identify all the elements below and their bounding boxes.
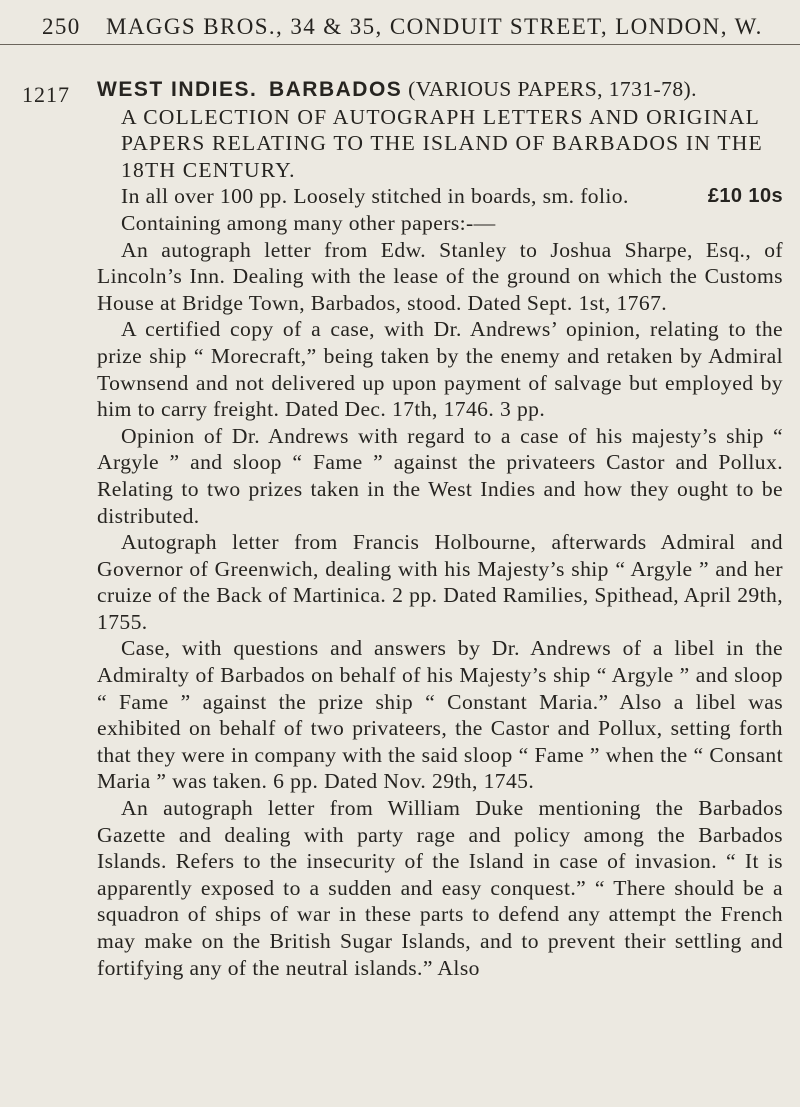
page-number: 250 — [42, 14, 81, 39]
place-label: BARBADOS — [268, 78, 403, 101]
item-paragraph: Autograph letter from Francis Holbourne, afterwards Admiral and Governor of Greenwich, dealing with his Majesty’s ship “ Argyle ” and her cruize of the Back of Martinica. 2 pp. Dated Ramilies, Spithead, April 29th, 1755. — [97, 530, 783, 634]
catalogue-entry — [97, 76, 783, 981]
entry-title: A COLLECTION OF AUTOGRAPH LETTERS AND ORIGINAL PAPERS RELATING TO THE ISLAND OF BARBADOS IN THE 18TH CENTURY. — [121, 104, 763, 182]
item-paragraph: An autograph letter from Edw. Stanley to Joshua Sharpe, Esq., of Lincoln’s Inn. Dealing with the lease of the ground on which the Customs House at Bridge Town, Barbados, stood. Dated Sept. 1st, 1767. — [97, 237, 783, 315]
item-paragraph: Opinion of Dr. Andrews with regard to a case of his majesty’s ship “ Argyle ” and sloop “ Fame ” against the privateers Castor and Pollux. Relating to two prizes taken in the West Indies and how they ought to be distributed. — [97, 423, 783, 528]
header-rule — [0, 44, 800, 45]
item-paragraph: Case, with questions and answers by Dr. Andrews of a libel in the Admiralty of Barbados on behalf of his Majesty’s ship “ Argyle ” and sloop “ Fame ” against the prize ship “ Constant Maria.” Also a libel was exhibited on behalf of two privateers, the Castor and Pollux, setting forth that they were in company with the said sloop “ Fame ” when the “ Consant Maria ” was taken. 6 pp. Dated Nov. 29th, 1745. — [97, 636, 783, 794]
page-header — [42, 14, 762, 40]
region-label: WEST INDIES. — [97, 78, 258, 101]
item-paragraph: An autograph letter from William Duke mentioning the Barbados Gazette and dealing with party rage and policy among the Barbados Islands. Refers to the insecurity of the Island in case of invasion. “ It is apparently exposed to a sudden and easy conquest.” “ There should be a squadron of ships of war in these parts to defend any attempt the French may make on the British Sugar Islands, and to prevent their settling and fortifying any of the neutral islands.” Also — [97, 796, 783, 980]
containing-line: Containing among many other papers:-— — [121, 210, 496, 235]
lot-number: 1217 — [22, 82, 70, 107]
entry-heading — [97, 76, 783, 104]
description-text: In all over 100 pp. Loosely stitched in boards, sm. folio. — [121, 184, 629, 209]
physical-description — [121, 183, 783, 210]
place-detail: (VARIOUS PAPERS, 1731-78). — [408, 77, 697, 101]
publisher-line: MAGGS BROS., 34 & 35, CONDUIT STREET, LONDON, W. — [106, 14, 763, 39]
item-paragraph: A certified copy of a case, with Dr. Andrews’ opinion, relating to the prize ship “ Morecraft,” being taken by the enemy and retaken by Admiral Townsend and not delivered up upon payment of salvage but employed by him to carry freight. Dated Dec. 17th, 1746. 3 pp. — [97, 317, 783, 422]
price: £10 10s — [707, 185, 783, 208]
